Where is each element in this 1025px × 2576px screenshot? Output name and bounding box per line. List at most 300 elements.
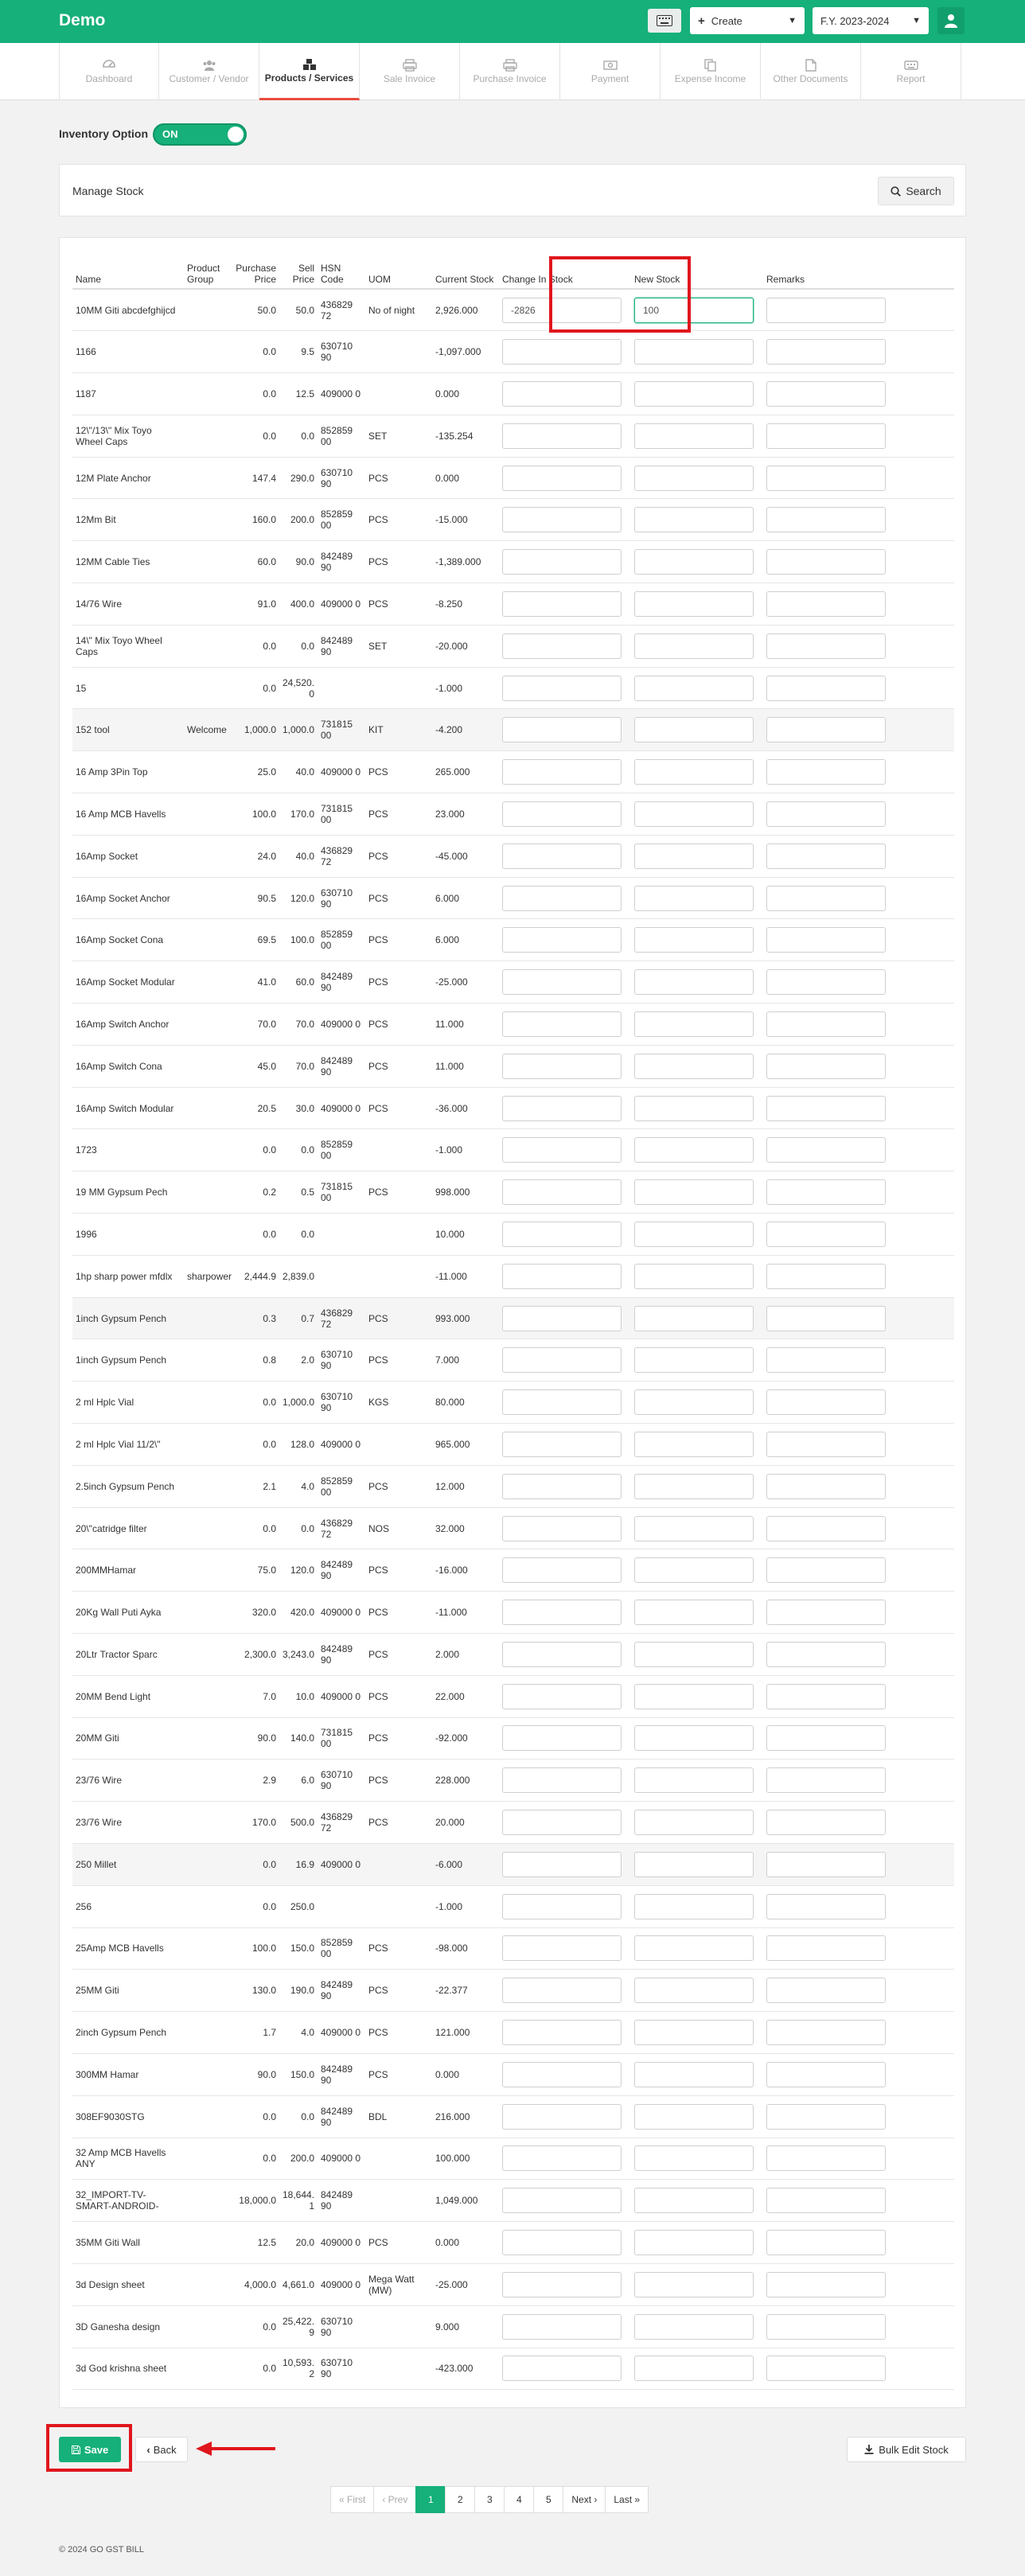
remarks-cell — [763, 499, 954, 541]
new-stock-input[interactable] — [634, 2062, 754, 2087]
remarks-input[interactable] — [766, 2020, 886, 2045]
uom: BDL — [365, 2095, 432, 2138]
red-arrow-icon — [196, 2440, 275, 2457]
new-stock-input[interactable] — [634, 1347, 754, 1373]
uom: SET — [365, 415, 432, 457]
remarks-input[interactable] — [766, 1725, 886, 1751]
new-stock-input[interactable] — [634, 1389, 754, 1415]
remarks-cell — [763, 1087, 954, 1129]
product-group — [184, 1634, 228, 1676]
change-in-stock-input[interactable] — [502, 2272, 622, 2297]
sell-price: 200.0 — [279, 2138, 318, 2180]
new-stock-input[interactable] — [634, 1179, 754, 1205]
purchase-price: 0.0 — [228, 1885, 279, 1927]
purchase-price: 0.0 — [228, 2348, 279, 2390]
change-in-stock-input[interactable] — [502, 1222, 622, 1247]
purchase-price: 69.5 — [228, 919, 279, 961]
hsn-code: 436829 72 — [318, 289, 365, 331]
new-stock-cell — [631, 2012, 763, 2054]
back-button[interactable] — [135, 2437, 188, 2462]
new-stock-input[interactable] — [634, 2356, 754, 2381]
product-group — [184, 1927, 228, 1970]
current-stock: -1,097.000 — [432, 331, 499, 373]
page-item[interactable]: 2 — [445, 2486, 475, 2513]
remarks-input[interactable] — [766, 1432, 886, 1457]
cubes-icon — [302, 58, 317, 71]
change-in-stock-input[interactable] — [502, 1600, 622, 1625]
change-in-stock-input[interactable] — [502, 2188, 622, 2213]
new-stock-input[interactable] — [634, 2230, 754, 2255]
hsn-code — [318, 1214, 365, 1256]
change-in-stock-input[interactable] — [502, 466, 622, 491]
nav-item-sale-invoice[interactable] — [360, 43, 460, 100]
new-stock-input[interactable] — [634, 1264, 754, 1289]
product-group — [184, 541, 228, 583]
new-stock-cell — [631, 2180, 763, 2222]
new-stock-input[interactable] — [634, 466, 754, 491]
new-stock-input[interactable] — [634, 1684, 754, 1709]
new-stock-input[interactable] — [634, 886, 754, 911]
change-in-stock-input[interactable] — [502, 1137, 622, 1163]
change-in-stock-input[interactable] — [502, 507, 622, 532]
table-row — [72, 541, 954, 583]
change-in-stock-cell — [499, 2305, 631, 2348]
page-item[interactable]: 3 — [474, 2486, 505, 2513]
remarks-input[interactable] — [766, 2145, 886, 2171]
remarks-input[interactable] — [766, 2314, 886, 2340]
current-stock: 6.000 — [432, 919, 499, 961]
remarks-input[interactable] — [766, 1894, 886, 1919]
remarks-input[interactable] — [766, 969, 886, 995]
change-in-stock-input[interactable] — [502, 1978, 622, 2003]
nav-item-label: Other Documents — [773, 73, 848, 84]
product-name: 15 — [72, 667, 184, 709]
change-in-stock-input[interactable] — [502, 759, 622, 785]
remarks-input[interactable] — [766, 633, 886, 659]
new-stock-input[interactable] — [634, 1096, 754, 1121]
product-name: 200MMHamar — [72, 1549, 184, 1592]
remarks-input[interactable] — [766, 676, 886, 701]
change-in-stock-input[interactable] — [502, 1011, 622, 1037]
remarks-cell — [763, 1424, 954, 1466]
new-stock-input[interactable] — [634, 2314, 754, 2340]
hsn-code: 731815 00 — [318, 1717, 365, 1760]
change-in-stock-input[interactable] — [502, 801, 622, 827]
remarks-input[interactable] — [766, 549, 886, 575]
create-dropdown[interactable] — [690, 7, 805, 34]
remarks-input[interactable] — [766, 1474, 886, 1499]
purchase-price: 147.4 — [228, 457, 279, 499]
new-stock-input[interactable] — [634, 1600, 754, 1625]
change-in-stock-input[interactable] — [502, 2145, 622, 2171]
new-stock-input[interactable] — [634, 676, 754, 701]
purchase-price: 90.0 — [228, 2053, 279, 2095]
new-stock-cell — [631, 1717, 763, 1760]
change-in-stock-input[interactable] — [502, 676, 622, 701]
table-row — [72, 1045, 954, 1087]
new-stock-cell — [631, 961, 763, 1004]
remarks-input[interactable] — [766, 1935, 886, 1961]
change-in-stock-input[interactable] — [502, 1516, 622, 1541]
remarks-input[interactable] — [766, 466, 886, 491]
nav-item-dashboard[interactable] — [59, 43, 159, 100]
new-stock-cell — [631, 1843, 763, 1885]
change-in-stock-input[interactable] — [502, 1725, 622, 1751]
change-in-stock-cell — [499, 1297, 631, 1339]
page-item[interactable]: 4 — [504, 2486, 534, 2513]
product-group — [184, 1465, 228, 1507]
change-in-stock-input[interactable] — [502, 1389, 622, 1415]
sell-price: 290.0 — [279, 457, 318, 499]
toggle-state: ON — [162, 128, 178, 140]
change-in-stock-input[interactable] — [502, 1852, 622, 1877]
purchase-price: 70.0 — [228, 1004, 279, 1046]
printer-icon — [503, 59, 517, 72]
remarks-cell — [763, 1297, 954, 1339]
change-in-stock-cell — [499, 1970, 631, 2012]
nav-item-customer-vendor[interactable] — [159, 43, 259, 100]
uom — [365, 1424, 432, 1466]
change-in-stock-cell — [499, 1549, 631, 1592]
product-group — [184, 2348, 228, 2390]
keyboard-shortcut-button[interactable] — [648, 9, 681, 33]
new-stock-cell — [631, 373, 763, 415]
remarks-input[interactable] — [766, 1054, 886, 1079]
sell-price: 100.0 — [279, 919, 318, 961]
remarks-input[interactable] — [766, 2062, 886, 2087]
page-item[interactable]: Next › — [563, 2486, 606, 2513]
change-in-stock-cell — [499, 1675, 631, 1717]
product-name: 23/76 Wire — [72, 1760, 184, 1802]
change-in-stock-input[interactable] — [502, 2230, 622, 2255]
new-stock-input[interactable] — [634, 1306, 754, 1331]
new-stock-cell — [631, 1424, 763, 1466]
remarks-input[interactable] — [766, 717, 886, 742]
current-stock: 7.000 — [432, 1339, 499, 1382]
remarks-input[interactable] — [766, 1767, 886, 1793]
current-stock: -98.000 — [432, 1927, 499, 1970]
change-in-stock-input[interactable] — [502, 1474, 622, 1499]
remarks-input[interactable] — [766, 2104, 886, 2130]
remarks-input[interactable] — [766, 507, 886, 532]
table-row — [72, 2095, 954, 2138]
nav-item-purchase-invoice[interactable] — [460, 43, 560, 100]
change-in-stock-input[interactable] — [502, 1054, 622, 1079]
change-in-stock-input[interactable] — [502, 381, 622, 407]
current-stock: -16.000 — [432, 1549, 499, 1592]
product-name: 3D Ganesha design — [72, 2305, 184, 2348]
change-in-stock-cell — [499, 499, 631, 541]
remarks-input[interactable] — [766, 2230, 886, 2255]
sell-price: 70.0 — [279, 1004, 318, 1046]
new-stock-input[interactable] — [634, 423, 754, 449]
remarks-input[interactable] — [766, 298, 886, 323]
change-in-stock-input[interactable] — [502, 591, 622, 617]
remarks-input[interactable] — [766, 801, 886, 827]
remarks-input[interactable] — [766, 1222, 886, 1247]
column-header-change-in-stock: Change In Stock — [499, 251, 631, 289]
remarks-input[interactable] — [766, 1389, 886, 1415]
change-in-stock-input[interactable] — [502, 1810, 622, 1835]
change-in-stock-input[interactable] — [502, 2020, 622, 2045]
remarks-input[interactable] — [766, 1810, 886, 1835]
change-in-stock-input[interactable] — [502, 1264, 622, 1289]
remarks-input[interactable] — [766, 1264, 886, 1289]
remarks-input[interactable] — [766, 1011, 886, 1037]
nav-item-products-services[interactable] — [259, 43, 360, 100]
change-in-stock-input[interactable] — [502, 886, 622, 911]
change-in-stock-input[interactable] — [502, 1642, 622, 1667]
current-stock: 0.000 — [432, 2053, 499, 2095]
remarks-input[interactable] — [766, 1600, 886, 1625]
new-stock-input[interactable] — [634, 1642, 754, 1667]
new-stock-input[interactable] — [634, 759, 754, 785]
remarks-input[interactable] — [766, 1096, 886, 1121]
uom: PCS — [365, 1171, 432, 1214]
new-stock-input[interactable] — [634, 1054, 754, 1079]
search-button[interactable] — [878, 177, 954, 205]
hsn-code: 731815 00 — [318, 793, 365, 836]
table-row — [72, 1465, 954, 1507]
remarks-input[interactable] — [766, 591, 886, 617]
page-item[interactable]: Last » — [605, 2486, 649, 2513]
nav-item-label: Expense Income — [674, 73, 746, 84]
uom — [365, 2180, 432, 2222]
new-stock-input[interactable] — [634, 1432, 754, 1457]
new-stock-input[interactable] — [634, 2104, 754, 2130]
purchase-price: 24.0 — [228, 835, 279, 877]
change-in-stock-input[interactable] — [502, 1432, 622, 1457]
table-row — [72, 2222, 954, 2264]
new-stock-input[interactable] — [634, 1516, 754, 1541]
current-stock: -1.000 — [432, 667, 499, 709]
fiscal-year-dropdown[interactable] — [813, 7, 929, 34]
new-stock-input[interactable] — [634, 1474, 754, 1499]
nav-item-other-documents[interactable] — [761, 43, 861, 100]
new-stock-input[interactable] — [634, 507, 754, 532]
uom: NOS — [365, 1507, 432, 1549]
change-in-stock-input[interactable] — [502, 1347, 622, 1373]
new-stock-input[interactable] — [634, 1767, 754, 1793]
sell-price: 420.0 — [279, 1592, 318, 1634]
search-icon — [891, 186, 901, 197]
change-in-stock-input[interactable] — [502, 717, 622, 742]
new-stock-input[interactable] — [634, 1011, 754, 1037]
product-name: 1166 — [72, 331, 184, 373]
remarks-cell — [763, 877, 954, 919]
table-row — [72, 1970, 954, 2012]
product-name: 16 Amp 3Pin Top — [72, 751, 184, 793]
change-in-stock-cell — [499, 2348, 631, 2390]
new-stock-cell — [631, 1549, 763, 1592]
new-stock-input[interactable] — [634, 381, 754, 407]
new-stock-input[interactable] — [634, 969, 754, 995]
new-stock-cell — [631, 709, 763, 751]
product-name: 308EF9030STG — [72, 2095, 184, 2138]
new-stock-input[interactable] — [634, 2272, 754, 2297]
hsn-code — [318, 1885, 365, 1927]
bulk-edit-label: Bulk Edit Stock — [879, 2443, 949, 2456]
chevron-down-icon: ▼ — [912, 16, 921, 25]
user-menu-button[interactable] — [937, 7, 965, 34]
uom: No of night — [365, 289, 432, 331]
change-in-stock-input[interactable] — [502, 2314, 622, 2340]
new-stock-cell — [631, 1297, 763, 1339]
new-stock-input[interactable] — [634, 927, 754, 953]
new-stock-input[interactable] — [634, 2020, 754, 2045]
new-stock-cell — [631, 1885, 763, 1927]
uom — [365, 1885, 432, 1927]
current-stock: -11.000 — [432, 1592, 499, 1634]
inventory-option-label: Inventory Option — [59, 127, 148, 140]
product-group — [184, 1549, 228, 1592]
new-stock-input[interactable] — [634, 549, 754, 575]
change-in-stock-input[interactable] — [502, 339, 622, 364]
remarks-input[interactable] — [766, 381, 886, 407]
new-stock-input[interactable] — [634, 339, 754, 364]
page-item[interactable]: ‹ Prev — [373, 2486, 416, 2513]
table-row — [72, 919, 954, 961]
change-in-stock-cell — [499, 1214, 631, 1256]
bulk-edit-stock-button[interactable] — [847, 2437, 966, 2462]
change-in-stock-input[interactable] — [502, 1935, 622, 1961]
new-stock-input[interactable] — [634, 2145, 754, 2171]
keyboard-icon — [904, 59, 918, 72]
change-in-stock-input[interactable] — [502, 633, 622, 659]
new-stock-input[interactable] — [634, 591, 754, 617]
remarks-input[interactable] — [766, 927, 886, 953]
remarks-input[interactable] — [766, 1516, 886, 1541]
change-in-stock-input[interactable] — [502, 1557, 622, 1583]
change-in-stock-input[interactable] — [502, 2062, 622, 2087]
sell-price: 10.0 — [279, 1675, 318, 1717]
product-name: 12Mm Bit — [72, 499, 184, 541]
new-stock-cell — [631, 1129, 763, 1171]
change-in-stock-input[interactable] — [502, 927, 622, 953]
remarks-input[interactable] — [766, 339, 886, 364]
hsn-code: 842489 90 — [318, 961, 365, 1004]
users-icon — [202, 59, 216, 72]
new-stock-input[interactable] — [634, 1935, 754, 1961]
new-stock-input[interactable] — [634, 1852, 754, 1877]
remarks-input[interactable] — [766, 759, 886, 785]
change-in-stock-input[interactable] — [502, 1894, 622, 1919]
hsn-code: 731815 00 — [318, 1171, 365, 1214]
sell-price: 120.0 — [279, 877, 318, 919]
new-stock-input[interactable] — [634, 1725, 754, 1751]
remarks-input[interactable] — [766, 844, 886, 869]
remarks-input[interactable] — [766, 2272, 886, 2297]
nav-item-payment[interactable] — [560, 43, 661, 100]
current-stock: -36.000 — [432, 1087, 499, 1129]
download-icon — [864, 2445, 874, 2454]
hsn-code: 630710 90 — [318, 2305, 365, 2348]
purchase-price: 60.0 — [228, 541, 279, 583]
product-name: 2.5inch Gypsum Pench — [72, 1465, 184, 1507]
remarks-input[interactable] — [766, 1347, 886, 1373]
new-stock-input[interactable] — [634, 844, 754, 869]
new-stock-input[interactable] — [634, 1894, 754, 1919]
column-header-current-stock: Current Stock — [432, 251, 499, 289]
hsn-code: 842489 90 — [318, 541, 365, 583]
new-stock-input[interactable] — [634, 801, 754, 827]
page-item[interactable]: 5 — [533, 2486, 563, 2513]
nav-item-expense-income[interactable] — [661, 43, 761, 100]
new-stock-input[interactable] — [634, 633, 754, 659]
hsn-code: 852859 00 — [318, 1465, 365, 1507]
product-name: 20MM Bend Light — [72, 1675, 184, 1717]
sell-price: 24,520. 0 — [279, 667, 318, 709]
remarks-cell — [763, 2263, 954, 2305]
remarks-input[interactable] — [766, 2356, 886, 2381]
nav-item-report[interactable] — [861, 43, 961, 100]
change-in-stock-cell — [499, 1129, 631, 1171]
uom — [365, 1214, 432, 1256]
change-in-stock-input[interactable] — [502, 1767, 622, 1793]
uom: PCS — [365, 961, 432, 1004]
remarks-cell — [763, 331, 954, 373]
change-in-stock-input[interactable] — [502, 549, 622, 575]
remarks-input[interactable] — [766, 1306, 886, 1331]
remarks-input[interactable] — [766, 1642, 886, 1667]
table-row — [72, 583, 954, 625]
change-in-stock-cell — [499, 2138, 631, 2180]
change-in-stock-input[interactable] — [502, 1096, 622, 1121]
remarks-input[interactable] — [766, 886, 886, 911]
new-stock-input[interactable] — [634, 1810, 754, 1835]
hsn-code: 842489 90 — [318, 2095, 365, 2138]
inventory-toggle[interactable] — [153, 123, 247, 146]
new-stock-input[interactable] — [634, 1222, 754, 1247]
new-stock-cell — [631, 1087, 763, 1129]
page-item[interactable]: 1 — [415, 2486, 446, 2513]
remarks-input[interactable] — [766, 1852, 886, 1877]
remarks-input[interactable] — [766, 2188, 886, 2213]
change-in-stock-input[interactable] — [502, 1684, 622, 1709]
hsn-code: 852859 00 — [318, 919, 365, 961]
new-stock-input[interactable] — [634, 1978, 754, 2003]
product-name: 16Amp Socket — [72, 835, 184, 877]
remarks-input[interactable] — [766, 1137, 886, 1163]
new-stock-input[interactable] — [634, 2188, 754, 2213]
product-group — [184, 877, 228, 919]
page-item[interactable]: « First — [330, 2486, 374, 2513]
change-in-stock-cell — [499, 2053, 631, 2095]
remarks-input[interactable] — [766, 1179, 886, 1205]
current-stock: -1.000 — [432, 1129, 499, 1171]
sell-price: 500.0 — [279, 1802, 318, 1844]
remarks-input[interactable] — [766, 1684, 886, 1709]
change-in-stock-input[interactable] — [502, 844, 622, 869]
new-stock-input[interactable] — [634, 717, 754, 742]
change-in-stock-input[interactable] — [502, 423, 622, 449]
sell-price: 2.0 — [279, 1339, 318, 1382]
change-in-stock-input[interactable] — [502, 1306, 622, 1331]
product-group — [184, 1382, 228, 1424]
change-in-stock-input[interactable] — [502, 969, 622, 995]
new-stock-input[interactable] — [634, 1137, 754, 1163]
remarks-input[interactable] — [766, 1978, 886, 2003]
product-name: 2inch Gypsum Pench — [72, 2012, 184, 2054]
change-in-stock-input[interactable] — [502, 2356, 622, 2381]
change-in-stock-input[interactable] — [502, 1179, 622, 1205]
change-in-stock-cell — [499, 751, 631, 793]
sell-price: 0.0 — [279, 1507, 318, 1549]
change-in-stock-input[interactable] — [502, 2104, 622, 2130]
remarks-input[interactable] — [766, 1557, 886, 1583]
remarks-input[interactable] — [766, 423, 886, 449]
new-stock-input[interactable] — [634, 1557, 754, 1583]
